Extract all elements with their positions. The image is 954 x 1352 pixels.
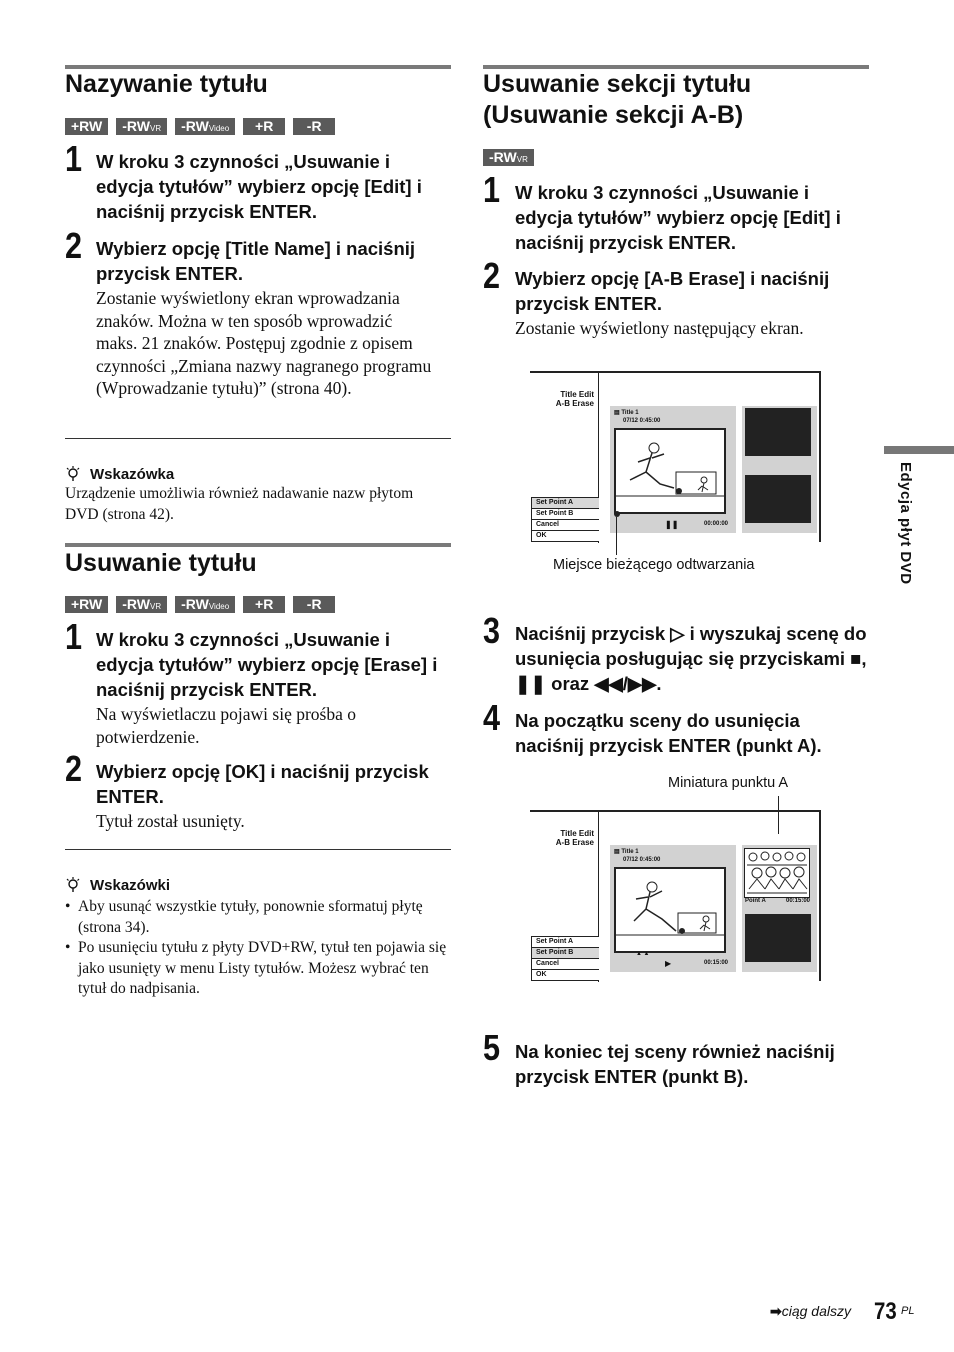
tip-item: • Aby usunąć wszystkie tytuły, ponownie sformatuj płytę (strona 34).: [78, 897, 447, 938]
screen-menu: [531, 497, 599, 542]
crowd-illustration: [745, 849, 809, 897]
thumbnail-a-image: [744, 848, 810, 898]
step-heading: Wybierz opcję [OK] i naciśnij przycisk ENTER.: [96, 761, 429, 807]
video-frame: [614, 867, 726, 953]
page-suffix: PL: [901, 1305, 915, 1317]
menu-item-set-point-a: Set Point A: [532, 498, 599, 509]
screen-header: [530, 390, 594, 408]
menu-item-ok: OK: [536, 532, 547, 539]
datetime-label: 07/12 0:45:00: [623, 418, 661, 424]
soccer-player-illustration: [616, 430, 724, 512]
playback-position-marker: [614, 511, 620, 517]
title-label: ▤ Title 1: [614, 849, 639, 855]
screen-header-line: Title Edit: [560, 390, 594, 399]
disc-badges: [65, 118, 335, 135]
step-heading: Na koniec tej sceny również naciśnij przycisk ENTER (punkt B).: [515, 1041, 835, 1087]
section-rule: [65, 543, 451, 547]
badge-rw-vr: -RWVR: [116, 596, 167, 613]
lightbulb-tip-icon: [66, 465, 82, 483]
step-heading: Naciśnij przycisk ▷ i wyszukaj scenę do usunięcia posługując się przyciskami ■, ❚❚ oraz ◀◀/▶▶.: [515, 623, 867, 694]
section-title-line2: (Usuwanie sekcji A-B): [483, 101, 744, 129]
divider: [65, 849, 451, 850]
point-a-time: 00:15:00: [786, 898, 811, 904]
step-heading: Wybierz opcję [Title Name] i naciśnij przycisk ENTER.: [96, 238, 416, 284]
title-label: ▤ Title 1: [614, 410, 639, 416]
step-number: 2: [65, 748, 83, 789]
title-text: Title 1: [621, 410, 639, 416]
thumbnail-b-empty: [745, 914, 811, 962]
section-title-line1: Usuwanie sekcji tytułu: [483, 70, 752, 98]
screen-ab-erase-2: [530, 810, 822, 982]
lightbulb-tip-icon: [66, 876, 82, 894]
step-body: Tytuł został usunięty.: [96, 811, 245, 831]
point-a-label: Point A: [745, 898, 766, 904]
menu-item-set-point-a: Set Point A: [532, 937, 599, 948]
badge-rw-video: -RWVideo: [175, 118, 235, 135]
chapter-tab-label: Edycja płyt DVD: [897, 462, 914, 585]
marker-icons: ▲ ▲: [636, 951, 650, 957]
thumbnail-a-empty: [745, 408, 811, 456]
badge-minus-r: -R: [293, 596, 335, 613]
callout-line: [616, 517, 617, 555]
badge-plus-r: +R: [243, 118, 285, 135]
screen-header: [530, 829, 594, 847]
menu-item-cancel: Cancel: [532, 959, 599, 970]
badge-plus-r: +R: [243, 596, 285, 613]
divider: [65, 438, 451, 439]
badge-rw-vr: -RWVR: [483, 149, 534, 166]
tips-heading: Wskazówki: [90, 877, 171, 894]
arrow-right-icon: ➡: [770, 1303, 782, 1319]
screen-ab-erase-1: [530, 371, 822, 543]
callout-current-position: Miejsce bieżącego odtwarzania: [553, 557, 755, 573]
thumbnail-b-empty: [745, 475, 811, 523]
step-body: Na wyświetlaczu pojawi się prośba o potwierdzenie.: [96, 704, 356, 747]
step-number: 1: [65, 616, 83, 657]
step-number: 3: [483, 610, 501, 651]
step-number: 1: [65, 138, 83, 179]
disc-badges: [65, 596, 335, 613]
menu-item-set-point-b: Set Point B: [532, 509, 599, 520]
step-heading: W kroku 3 czynności „Usuwanie i edycja tytułów” wybierz opcję [Edit] i naciśnij przycisk ENTER.: [96, 151, 422, 222]
menu-item-set-point-b: Set Point B: [532, 948, 599, 959]
menu-item-ok: OK: [536, 971, 547, 978]
soccer-player-illustration: [616, 869, 724, 951]
screen-header-line: Title Edit: [560, 829, 594, 838]
callout-thumbnail-a: Miniatura punktu A: [668, 775, 789, 791]
step-heading: W kroku 3 czynności „Usuwanie i edycja tytułów” wybierz opcję [Erase] i naciśnij przycisk ENTER.: [96, 629, 438, 700]
badge-plus-rw: +RW: [65, 596, 108, 613]
page-number: 73: [874, 1298, 897, 1325]
screen-header-line: A-B Erase: [555, 399, 594, 408]
tip-heading: Wskazówka: [90, 466, 175, 483]
tip-item: • Po usunięciu tytułu z płyty DVD+RW, tytuł ten pojawia się jako usunięty w menu Listy tytułów. Możesz wybrać ten tytuł do nadpisania.: [78, 938, 447, 1000]
step-number: 1: [483, 169, 501, 210]
step-number: 2: [483, 255, 501, 296]
tip-text: Urządzenie umożliwia również nadawanie nazw płytom DVD (strona 42).: [65, 485, 414, 523]
video-frame: [614, 428, 726, 514]
chapter-tab-bar: [884, 446, 954, 454]
pause-icon: ❚❚: [665, 520, 679, 529]
step-number: 4: [483, 697, 501, 738]
title-text: Title 1: [621, 849, 639, 855]
screen-menu: [531, 936, 599, 981]
badge-minus-r: -R: [293, 118, 335, 135]
disc-badges: [483, 149, 534, 166]
step-heading: Wybierz opcję [A-B Erase] i naciśnij przycisk ENTER.: [515, 268, 830, 314]
screen-header-line: A-B Erase: [555, 838, 594, 847]
section-title-usuwanie: Usuwanie tytułu: [65, 549, 257, 577]
menu-item-cancel: Cancel: [532, 520, 599, 531]
tips-list: [65, 897, 447, 1000]
badge-rw-video: -RWVideo: [175, 596, 235, 613]
datetime-label: 07/12 0:45:00: [623, 857, 661, 863]
continued-label: [770, 1303, 851, 1320]
step-number: 5: [483, 1027, 501, 1068]
badge-plus-rw: +RW: [65, 118, 108, 135]
play-icon: ▶: [665, 959, 672, 968]
step-heading: Na początku sceny do usunięcia naciśnij przycisk ENTER (punkt A).: [515, 710, 822, 756]
badge-rw-vr: -RWVR: [116, 118, 167, 135]
step-heading: W kroku 3 czynności „Usuwanie i edycja tytułów” wybierz opcję [Edit] i naciśnij przycisk ENTER.: [515, 182, 841, 253]
time-label: 00:15:00: [704, 960, 729, 966]
step-number: 2: [65, 225, 83, 266]
section-title-nazywanie: Nazywanie tytułu: [65, 70, 268, 98]
step-body: Zostanie wyświetlony ekran wprowadzania znaków. Można w ten sposób wprowadzić maks. 21 znaków. Postępuj zgodnie z opisem czynności „Zmiana nazwy nagranego programu (Wprowadzanie tytułu)” (strona 40).: [96, 288, 432, 398]
time-label: 00:00:00: [704, 521, 729, 527]
continued-text: ciąg dalszy: [781, 1303, 851, 1319]
step-body: Zostanie wyświetlony następujący ekran.: [515, 318, 804, 338]
